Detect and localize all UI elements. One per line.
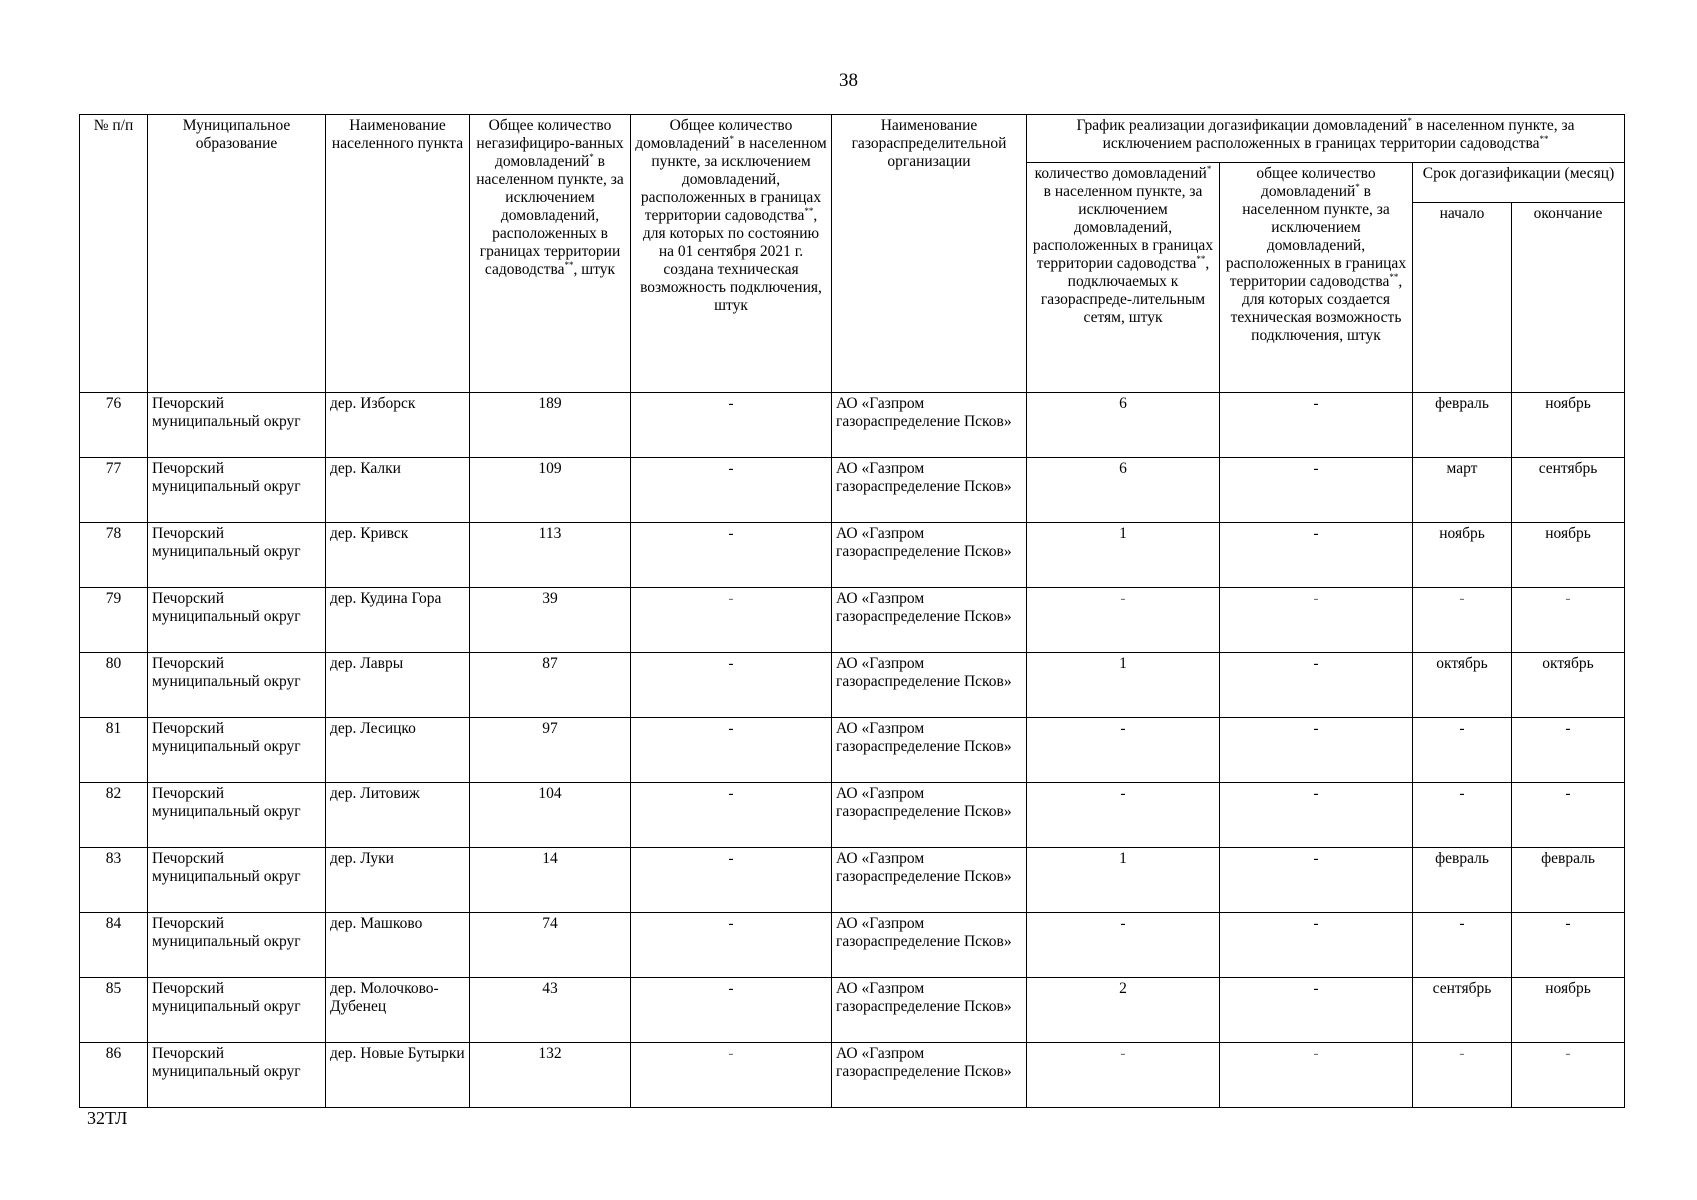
row-gas-org: АО «Газпром газораспределение Псков» bbox=[832, 653, 1027, 718]
row-gas-org: АО «Газпром газораспределение Псков» bbox=[832, 718, 1027, 783]
row-tech: - bbox=[631, 913, 832, 978]
row-created: - bbox=[1220, 393, 1413, 458]
row-total: 97 bbox=[470, 718, 631, 783]
row-gas-org: АО «Газпром газораспределение Псков» bbox=[832, 978, 1027, 1043]
row-start: - bbox=[1413, 1043, 1512, 1108]
row-total: 87 bbox=[470, 653, 631, 718]
header-start: начало bbox=[1413, 203, 1512, 393]
row-created: - bbox=[1220, 588, 1413, 653]
row-created: - bbox=[1220, 978, 1413, 1043]
row-total: 132 bbox=[470, 1043, 631, 1108]
row-end: - bbox=[1512, 913, 1625, 978]
header-gas-org: Наименование газораспределительной организации bbox=[832, 115, 1027, 393]
row-tech: - bbox=[631, 718, 832, 783]
table-row bbox=[80, 523, 1625, 588]
row-municipality: Печорский муниципальный округ bbox=[148, 913, 326, 978]
row-created: - bbox=[1220, 848, 1413, 913]
row-created: - bbox=[1220, 653, 1413, 718]
row-settlement: дер. Кудина Гора bbox=[326, 588, 470, 653]
row-settlement: дер. Литовиж bbox=[326, 783, 470, 848]
row-tech: - bbox=[631, 393, 832, 458]
row-municipality: Печорский муниципальный округ bbox=[148, 458, 326, 523]
row-total: 113 bbox=[470, 523, 631, 588]
footer-code: 32ТЛ bbox=[87, 1108, 128, 1128]
row-total: 104 bbox=[470, 783, 631, 848]
header-municipality: Муниципальное образование bbox=[148, 115, 326, 393]
row-connected: - bbox=[1027, 588, 1220, 653]
row-end: ноябрь bbox=[1512, 523, 1625, 588]
row-connected: 1 bbox=[1027, 848, 1220, 913]
row-settlement: дер. Новые Бутырки bbox=[326, 1043, 470, 1108]
row-gas-org: АО «Газпром газораспределение Псков» bbox=[832, 393, 1027, 458]
header-settlement: Наименование населенного пункта bbox=[326, 115, 470, 393]
table-row bbox=[80, 718, 1625, 783]
row-connected: 1 bbox=[1027, 523, 1220, 588]
row-end: октябрь bbox=[1512, 653, 1625, 718]
row-municipality: Печорский муниципальный округ bbox=[148, 653, 326, 718]
header-total-nongas: Общее количество негазифициро-ванных домовладений* в населенном пункте, за исключением домовладений, расположенных в границах территории садоводства**, штук bbox=[470, 115, 631, 393]
row-municipality: Печорский муниципальный округ bbox=[148, 978, 326, 1043]
row-tech: - bbox=[631, 783, 832, 848]
row-connected: 2 bbox=[1027, 978, 1220, 1043]
row-created: - bbox=[1220, 523, 1413, 588]
row-tech: - bbox=[631, 458, 832, 523]
row-num: 84 bbox=[80, 913, 148, 978]
row-settlement: дер. Машково bbox=[326, 913, 470, 978]
row-municipality: Печорский муниципальный округ bbox=[148, 718, 326, 783]
row-tech: - bbox=[631, 588, 832, 653]
row-gas-org: АО «Газпром газораспределение Псков» bbox=[832, 458, 1027, 523]
row-end: ноябрь bbox=[1512, 978, 1625, 1043]
row-created: - bbox=[1220, 913, 1413, 978]
header-schedule: График реализации догазификации домовладений* в населенном пункте, за исключением расположенных в границах территории садоводства** bbox=[1027, 115, 1625, 163]
header-created: общее количество домовладений* в населенном пункте, за исключением домовладений, расположенных в границах территории садоводства**, для которых создается техническая возможность подключения, штук bbox=[1220, 163, 1413, 393]
header-end: окончание bbox=[1512, 203, 1625, 393]
table-row bbox=[80, 653, 1625, 718]
row-num: 81 bbox=[80, 718, 148, 783]
row-start: сентябрь bbox=[1413, 978, 1512, 1043]
row-start: март bbox=[1413, 458, 1512, 523]
row-total: 109 bbox=[470, 458, 631, 523]
page-number: 38 bbox=[839, 70, 858, 91]
row-tech: - bbox=[631, 653, 832, 718]
row-connected: 1 bbox=[1027, 653, 1220, 718]
row-start: февраль bbox=[1413, 848, 1512, 913]
row-total: 74 bbox=[470, 913, 631, 978]
row-created: - bbox=[1220, 718, 1413, 783]
row-end: сентябрь bbox=[1512, 458, 1625, 523]
row-start: - bbox=[1413, 783, 1512, 848]
row-total: 43 bbox=[470, 978, 631, 1043]
row-tech: - bbox=[631, 1043, 832, 1108]
row-settlement: дер. Лавры bbox=[326, 653, 470, 718]
header-term: Срок догазификации (месяц) bbox=[1413, 163, 1625, 203]
row-total: 39 bbox=[470, 588, 631, 653]
row-num: 85 bbox=[80, 978, 148, 1043]
row-num: 83 bbox=[80, 848, 148, 913]
table-row bbox=[80, 458, 1625, 523]
row-gas-org: АО «Газпром газораспределение Псков» bbox=[832, 588, 1027, 653]
table-row bbox=[80, 783, 1625, 848]
row-municipality: Печорский муниципальный округ bbox=[148, 588, 326, 653]
row-settlement: дер. Лесицко bbox=[326, 718, 470, 783]
row-gas-org: АО «Газпром газораспределение Псков» bbox=[832, 523, 1027, 588]
row-connected: 6 bbox=[1027, 458, 1220, 523]
row-total: 14 bbox=[470, 848, 631, 913]
row-end: - bbox=[1512, 783, 1625, 848]
row-municipality: Печорский муниципальный округ bbox=[148, 783, 326, 848]
header-connected: количество домовладений* в населенном пункте, за исключением домовладений, расположенных в границах территории садоводства**, подключаемых к газораспреде-лительным сетям, штук bbox=[1027, 163, 1220, 393]
row-end: - bbox=[1512, 588, 1625, 653]
header-total-tech: Общее количество домовладений* в населенном пункте, за исключением домовладений, расположенных в границах территории садоводства**, для которых по состоянию на 01 сентября 2021 г. создана техническая возможность подключения, штук bbox=[631, 115, 832, 393]
row-settlement: дер. Калки bbox=[326, 458, 470, 523]
row-settlement: дер. Изборск bbox=[326, 393, 470, 458]
row-total: 189 bbox=[470, 393, 631, 458]
table-row bbox=[80, 588, 1625, 653]
row-created: - bbox=[1220, 1043, 1413, 1108]
row-settlement: дер. Кривск bbox=[326, 523, 470, 588]
row-tech: - bbox=[631, 848, 832, 913]
row-municipality: Печорский муниципальный округ bbox=[148, 848, 326, 913]
row-start: февраль bbox=[1413, 393, 1512, 458]
row-num: 82 bbox=[80, 783, 148, 848]
row-start: ноябрь bbox=[1413, 523, 1512, 588]
row-num: 76 bbox=[80, 393, 148, 458]
row-connected: - bbox=[1027, 913, 1220, 978]
row-municipality: Печорский муниципальный округ bbox=[148, 1043, 326, 1108]
row-start: - bbox=[1413, 718, 1512, 783]
row-municipality: Печорский муниципальный округ bbox=[148, 393, 326, 458]
row-connected: 6 bbox=[1027, 393, 1220, 458]
row-end: - bbox=[1512, 1043, 1625, 1108]
table-row bbox=[80, 913, 1625, 978]
row-connected: - bbox=[1027, 1043, 1220, 1108]
row-num: 79 bbox=[80, 588, 148, 653]
table-row bbox=[80, 393, 1625, 458]
row-municipality: Печорский муниципальный округ bbox=[148, 523, 326, 588]
row-settlement: дер. Молочково-Дубенец bbox=[326, 978, 470, 1043]
row-start: - bbox=[1413, 588, 1512, 653]
row-start: октябрь bbox=[1413, 653, 1512, 718]
row-connected: - bbox=[1027, 718, 1220, 783]
gasification-table bbox=[79, 114, 1625, 1108]
row-created: - bbox=[1220, 783, 1413, 848]
row-gas-org: АО «Газпром газораспределение Псков» bbox=[832, 783, 1027, 848]
row-gas-org: АО «Газпром газораспределение Псков» bbox=[832, 848, 1027, 913]
row-num: 86 bbox=[80, 1043, 148, 1108]
row-end: февраль bbox=[1512, 848, 1625, 913]
row-settlement: дер. Луки bbox=[326, 848, 470, 913]
row-tech: - bbox=[631, 978, 832, 1043]
table-row bbox=[80, 848, 1625, 913]
row-connected: - bbox=[1027, 783, 1220, 848]
row-gas-org: АО «Газпром газораспределение Псков» bbox=[832, 1043, 1027, 1108]
header-num: № п/п bbox=[80, 115, 148, 393]
row-num: 80 bbox=[80, 653, 148, 718]
table-row bbox=[80, 1043, 1625, 1108]
row-num: 78 bbox=[80, 523, 148, 588]
row-tech: - bbox=[631, 523, 832, 588]
row-num: 77 bbox=[80, 458, 148, 523]
row-end: ноябрь bbox=[1512, 393, 1625, 458]
row-created: - bbox=[1220, 458, 1413, 523]
table-row bbox=[80, 978, 1625, 1043]
row-gas-org: АО «Газпром газораспределение Псков» bbox=[832, 913, 1027, 978]
row-end: - bbox=[1512, 718, 1625, 783]
row-start: - bbox=[1413, 913, 1512, 978]
